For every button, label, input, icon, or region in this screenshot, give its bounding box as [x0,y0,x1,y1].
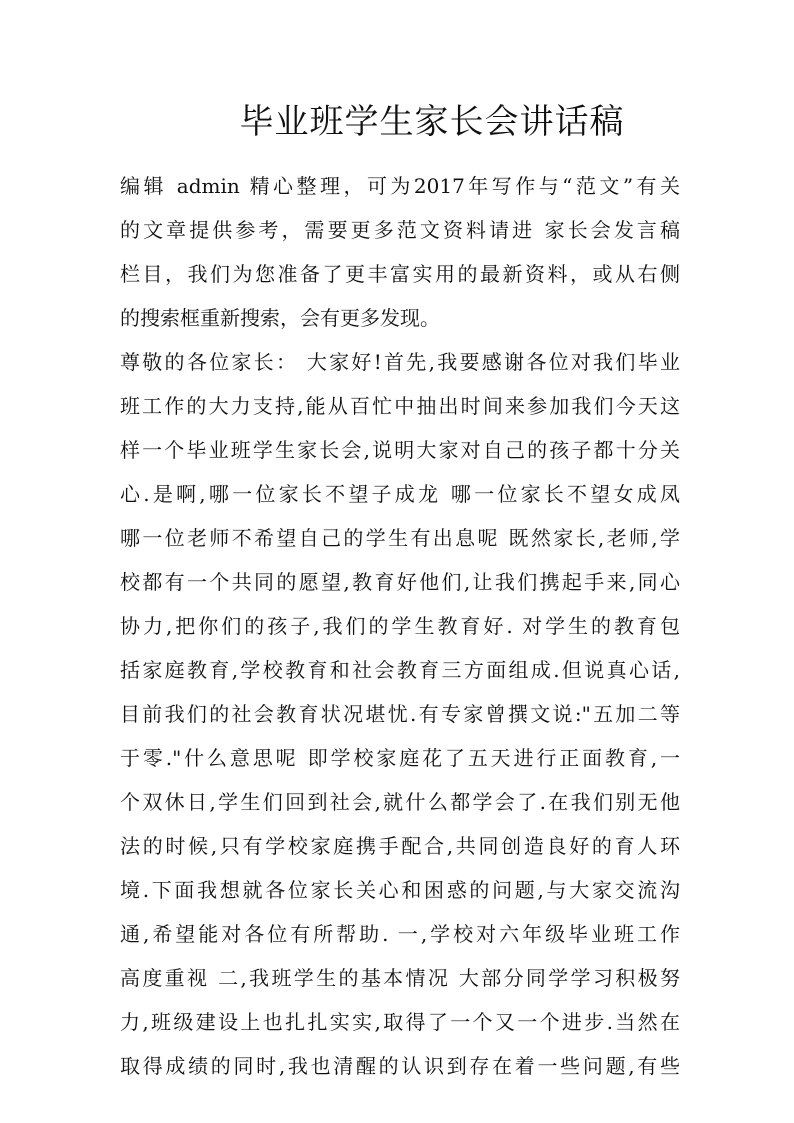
speech-line: 个双休日,学生们回到社会,就什么都学会了.在我们别无他 [120,790,680,814]
speech-line: 法的时候,只有学校家庭携手配合,共同创造良好的育人环 [120,834,680,858]
speech-line: 于零."什么意思呢 即学校家庭花了五天进行正面教育,一 [120,746,680,770]
speech-line: 目前我们的社会教育状况堪忧.有专家曾撰文说:"五加二等 [120,702,680,726]
speech-line: 校都有一个共同的愿望,教育好他们,让我们携起手来,同心 [120,570,680,594]
speech-line: 样一个毕业班学生家长会,说明大家对自己的孩子都十分关 [120,438,680,462]
document-body [120,164,680,1088]
speech-line: 括家庭教育,学校教育和社会教育三方面组成.但说真心话, [120,658,680,682]
speech-line: 心.是啊,哪一位家长不望子成龙 哪一位家长不望女成凤 [120,482,680,506]
speech-line: 力,班级建设上也扎扎实实,取得了一个又一个进步.当然在 [120,1010,680,1034]
speech-line: 哪一位老师不希望自己的学生有出息呢 既然家长,老师,学 [120,526,680,550]
speech-line: 境.下面我想就各位家长关心和困惑的问题,与大家交流沟 [120,878,680,902]
intro-line: 栏目，我们为您准备了更丰富实用的最新资料，或从右侧 [120,262,680,286]
speech-paragraph [120,340,680,1088]
intro-line: 的文章提供参考，需要更多范文资料请进 家长会发言稿 [120,218,680,242]
speech-line: 协力,把你们的孩子,我们的学生教育好. 对学生的教育包 [120,614,680,638]
speech-line: 班工作的大力支持,能从百忙中抽出时间来参加我们今天这 [120,394,680,418]
intro-line: 编辑 admin 精心整理，可为2017年写作与“范文”有关 [120,174,680,198]
speech-line: 高度重视 二,我班学生的基本情况 大部分同学学习积极努 [120,966,680,990]
intro-paragraph [120,164,680,340]
speech-line: 取得成绩的同时,我也清醒的认识到存在着一些问题,有些 [120,1054,680,1078]
speech-line: 尊敬的各位家长： 大家好!首先,我要感谢各位对我们毕业 [120,350,680,374]
intro-line: 的搜索框重新搜索，会有更多发现。 [120,306,440,330]
document-title: 毕业班学生家长会讲话稿 [239,102,625,142]
speech-line: 通,希望能对各位有所帮助. 一,学校对六年级毕业班工作 [120,922,680,946]
